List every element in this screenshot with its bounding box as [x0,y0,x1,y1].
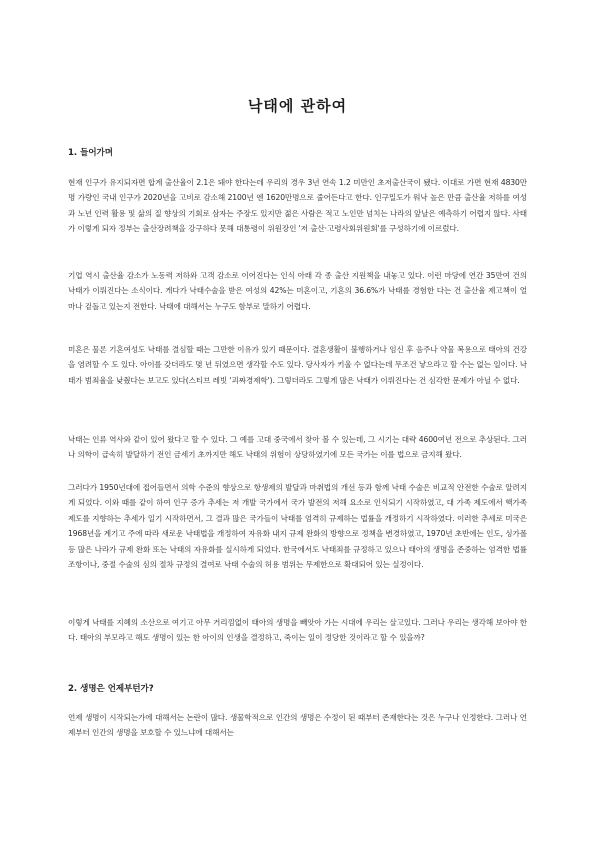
section-heading-intro: 1. 들어가며 [68,148,113,158]
paragraph: 언제 생명이 시작되는가에 대해서는 논란이 많다. 생물학적으로 인간의 생명은 수정이 된 때부터 존재한다는 것은 누구나 인정한다. 그러나 언제부터 인간의 생명을 보호할 수 있느냐에 대해서는 [68,713,527,738]
section-heading-life: 2. 생명은 언제부턴가? [68,684,154,694]
paragraph: 미혼은 물론 기혼여성도 낙태를 결심할 때는 그만한 이유가 있기 때문이다. 결혼생활이 불행하거나 임신 후 음주나 약물 복용으로 태아의 건강을 염려할 수 도 있다. 아이를 갖더라도 몇 년 뒤였으면 생각할 수도 있다. 당사자가 키울 수 없다는데 무조건 낳으라고 할 수는 없는 일이다. 낙태가 범죄율을 낮췄다는 보고도 있다(스티브 레빗 '괴짜경제학'). 그렇더라도 그렇게 많은 낙태가 이뤄진다는 건 심각한 문제가 아닐 수 없다. [68,345,527,385]
paragraph: 현재 인구가 유지되자면 합계 출산율이 2.1은 돼야 한다는데 우리의 경우 3년 연속 1.2 미만인 초저출산국이 됐다. 이대로 가면 현재 4830만명 가량인 국내 인구가 2020년을 고비로 감소해 2100년 엔 1620만명으로 줄어든다고 한다. 인구밀도가 워낙 높은 만큼 출산율 저하를 여성과 노년 인력 활용 및 삶의 질 향상의 기회로 삼자는 주장도 있지만 젊은 사람은 적고 노인만 넘치는 나라의 앞날은 예측하기 어렵지 않다. 사태가 이렇게 되자 정부는 출산장려책을 강구하다 못해 대통령이 위원장인 '저 출산·고령사회위원회'를 구성하기에 이르렀다. [68,178,527,234]
paragraph: 기업 역시 출산율 감소가 노동력 저하와 고객 감소로 이어진다는 인식 아래 각 종 출산 지원책을 내놓고 있다. 이런 마당에 연간 35만여 건의 낙태가 이뤄진다는 소식이다. 게다가 낙태수술을 받은 여성의 42%는 미혼이고, 기혼의 36.6%가 낙태를 경험한 다는 건 출산율 제고책이 얼마나 겉돌고 있는지 전한다. 낙태에 대해서는 누구도 함부로 말하기 어렵다. [68,271,527,311]
paragraph: 낙태는 인류 역사와 같이 있어 왔다고 할 수 있다. 그 예를 고대 중국에서 찾아 볼 수 있는데, 그 시기는 대략 4600여년 전으로 추상된다. 그러나 의학이 급속히 발달하기 전인 금세기 초까지만 해도 낙태의 위험이 상당하였기에 모든 국가는 이를 법으로 금지해 왔다. [68,435,527,460]
document-title: 낙태에 관하여 [247,97,348,115]
paragraph: 이렇게 낙태를 지혜의 소산으로 여기고 아무 거리낌없이 태아의 생명을 빼앗아 가는 시대에 우리는 살고있다. 그러나 우리는 생각해 보아야 한다. 태아의 부모라고 해도 생명이 있는 한 아이의 인생을 결정하고, 죽이는 일이 정당한 것이라고 할 수 있을까? [68,618,527,643]
paragraph: 그러다가 1950년대에 접어들면서 의학 수준의 향상으로 항생제의 발달과 마취법의 개선 등과 함께 낙태 수술은 비교적 안전한 수술로 알려지게 되었다. 이와 때를 같이 하여 인구 증가 추세는 저 개발 국가에서 국가 발전의 저해 요소로 인식되기 시작하였고, 대 가족 제도에서 핵가족 제도를 지향하는 추세가 일기 시작하면서, 그 결과 많은 국가들이 낙태를 엄격히 규제하는 법률을 개정하기 시작하였다. 이러한 추세로 미국은 1968년을 계기고 주에 따라 새로운 낙태법을 개정하여 자유화 내지 규제 완화의 방향으로 정책을 변경하였고, 1970년 초반에는 인도, 싱가폴등 많은 나라가 규제 완화 또는 낙태의 자유화를 실시하게 되었다. 한국에서도 낙태죄를 규정하고 있으나 태아의 생명을 존중하는 엄격한 법률 조항이나, 중절 수술의 심의 절차 규정의 결여로 낙태 수술의 허용 범위는 무제한으로 확대되어 있는 실정이다. [68,483,527,570]
